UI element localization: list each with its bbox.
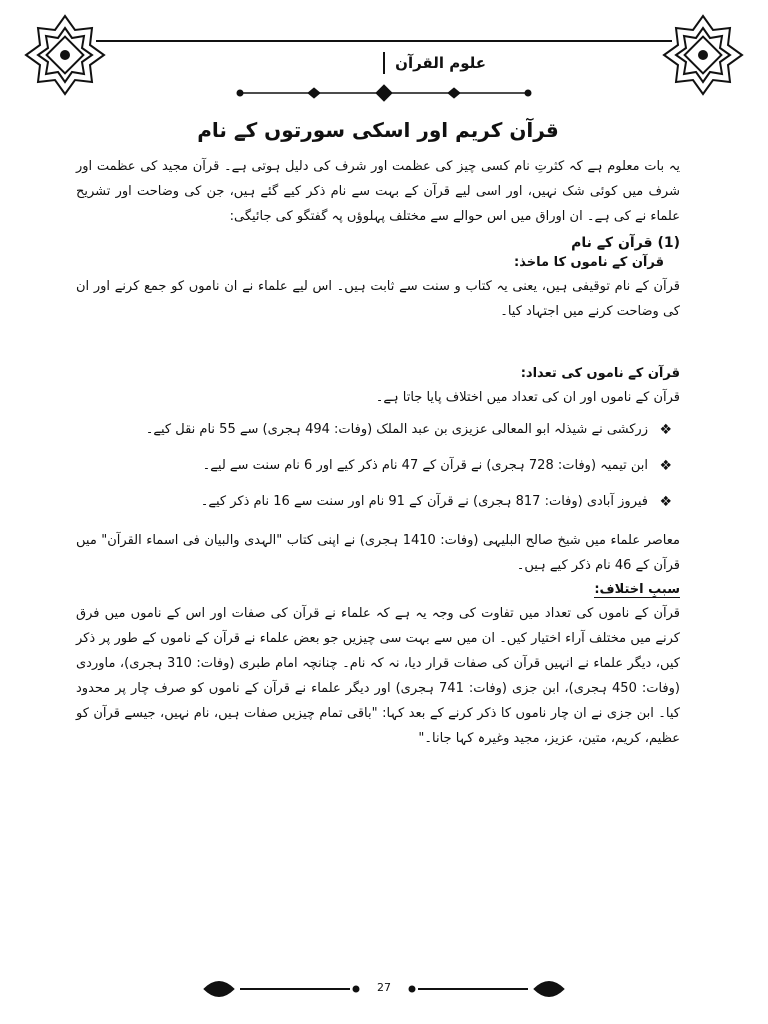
subheading-names-source: قرآن کے ناموں کا ماخذ: xyxy=(514,255,664,270)
names-source-paragraph: قرآن کے نام توقیفی ہیں، یعنی یہ کتاب و سنت سے ثابت ہیں۔ اس لیے علماء نے ان ناموں کو جمع کرنے اور ان کی وضاحت کرنے میں اجتہاد کیا۔ xyxy=(76,279,680,319)
corner-ornament-left-icon xyxy=(22,12,108,98)
scholars-list xyxy=(76,420,680,512)
corner-ornament-right-icon xyxy=(660,12,746,98)
list-item-text: ابن تیمیہ (وفات: 728 ہجری) نے قرآن کے 47 نام ذکر کیے اور 6 نام سنت سے لیے۔ xyxy=(202,458,648,473)
reason-paragraph: قرآن کے ناموں کی تعداد میں تفاوت کی وجہ یہ ہے کہ علماء نے قرآن کی صفات اور اس کے ناموں میں فرق کرنے میں مختلف آراء اختیار کیں۔ ان میں سے بہت سی چیزیں جو بعض علماء نے قرآن کے ناموں کے طور پر ذکر کیں، دیگر علماء نے انہیں قرآن کی صفات قرار دیا، نہ کہ نام۔ چنانچہ امام طبری (وفات: 310 ہجری)، ماوردی (وفات: 450 ہجری)، ابن جزی (وفات: 741 ہجری) اور دیگر علماء نے قرآن کے ناموں کو صرف چار پر محدود کیا۔ ابن جزی نے ان چار ناموں کا ذکر کرنے کے بعد کہا: "باقی تمام چیزیں صفات ہیں، نام نہیں، جیسے قرآن کو عظیم، کریم، متین، عزیز، مجید وغیرہ کہا جانا۔" xyxy=(76,606,680,746)
reason-heading-text: سببِ اختلاف: xyxy=(594,582,680,597)
list-item xyxy=(76,456,680,476)
article-title: قرآن کریم اور اسکی سورتوں کے نام xyxy=(197,118,559,142)
contemporary-scholars-paragraph: معاصر علماء میں شیخ صالح البلیہی (وفات: 1410 ہجری) نے اپنی کتاب "الہدی والبیان فی اسماء القرآن" میں قرآن کے 46 نام ذکر کیے ہیں۔ xyxy=(76,533,680,573)
list-item xyxy=(76,492,680,512)
list-item xyxy=(76,420,680,440)
spacer xyxy=(76,324,680,362)
diamond-bullet-icon: ❖ xyxy=(659,494,672,510)
diamond-bullet-icon: ❖ xyxy=(659,458,672,474)
running-header-title: علوم القرآن xyxy=(383,52,486,74)
divider-ornament-icon xyxy=(234,82,534,104)
article-content xyxy=(76,118,680,751)
intro-paragraph: یہ بات معلوم ہے کہ کثرتِ نام کسی چیز کی عظمت اور شرف کی دلیل ہوتی ہے۔ قرآن مجید کی عظمت اور شرف میں کوئی شک نہیں، اور اسی لیے قرآن کے بہت سے نام ذکر کیے گئے ہیں، جن کی وضاحت اور تشریح علماء نے کی ہے۔ ان اوراق میں اس حوالے سے مختلف پہلوؤں پہ گفتگو کی جائیگی: xyxy=(76,159,680,224)
list-item-text: زرکشی نے شیذلہ ابو المعالی عزیزی بن عبد الملک (وفات: 494 ہجری) سے 55 نام نقل کیے۔ xyxy=(145,422,648,437)
subheading-reason-of-difference xyxy=(92,582,680,597)
list-item-text: فیروز آبادی (وفات: 817 ہجری) نے قرآن کے 91 نام اور سنت سے 16 نام ذکر کیے۔ xyxy=(200,494,648,509)
subheading-names-count: قرآن کے ناموں کی تعداد: xyxy=(520,366,680,381)
section-heading-quran-names: (1) قرآن کے نام xyxy=(571,235,680,251)
header-rule xyxy=(96,40,672,42)
names-count-paragraph: قرآن کے ناموں اور ان کی تعداد میں اختلاف پایا جاتا ہے۔ xyxy=(375,390,680,405)
diamond-bullet-icon: ❖ xyxy=(659,422,672,438)
page-number: 27 xyxy=(377,981,391,994)
